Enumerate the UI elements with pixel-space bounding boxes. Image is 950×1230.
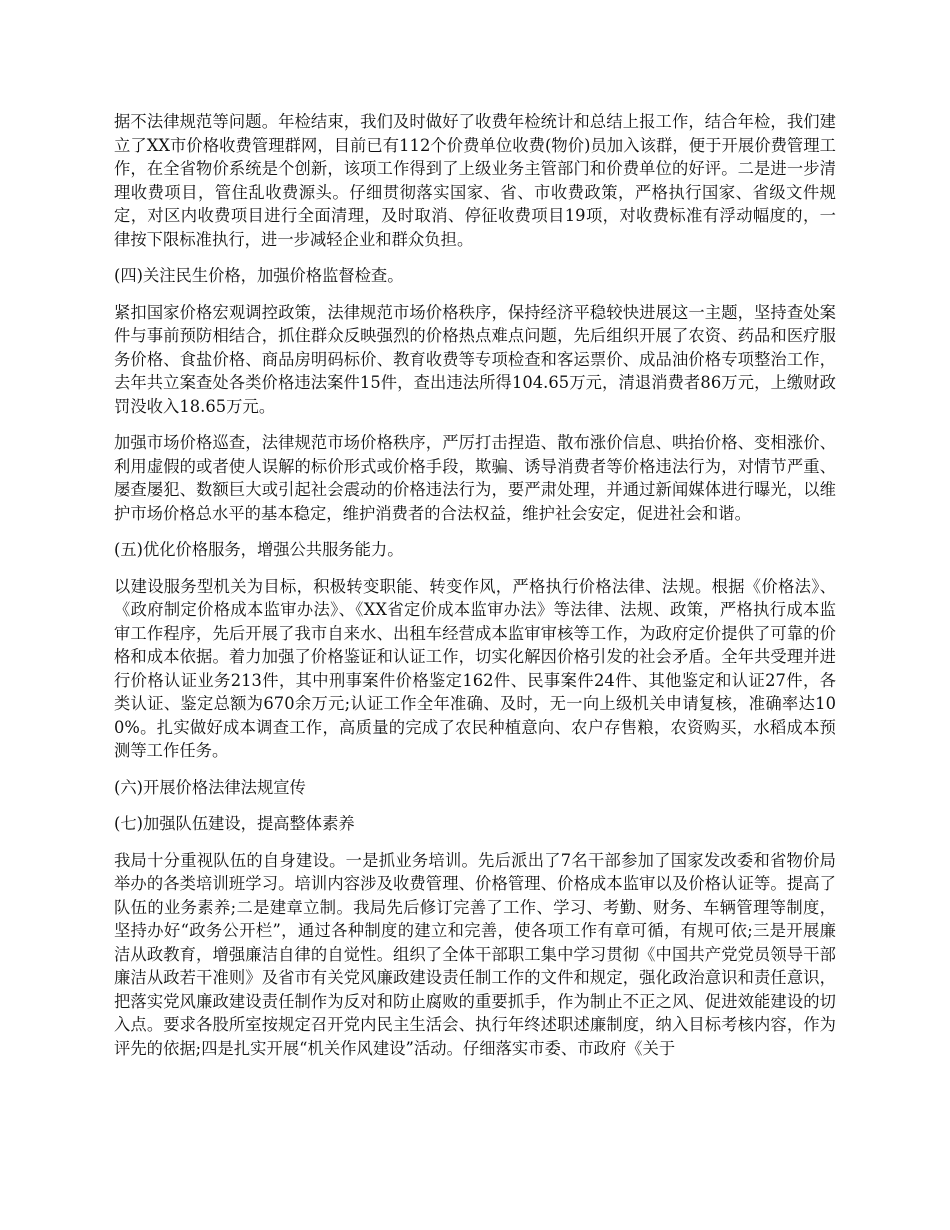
body-paragraph-4: 以建设服务型机关为目标，积极转变职能、转变作风，严格执行价格法律、法规。根据《价格法》、《政府制定价格成本监审办法》、《XX省定价成本监审办法》等法律、法规、政策，严格执行成本监审工作程序，先后开展了我市自来水、出租车经营成本监审审核等工作，为政府定价提供了可靠的价格和成本依据。着力加强了价格鉴证和认证工作，切实化解因价格引发的社会矛盾。全年共受理并进行价格认证业务213件，其中刑事案件价格鉴定162件、民事案件24件、其他鉴定和认证27件，各类认证、鉴定总额为670余万元;认证工作全年准确、及时，无一向上级机关申请复核，准确率达100%。扎实做好成本调查工作，高质量的完成了农民种植意向、农户存售粮，农资购买，水稻成本预测等工作任务。 (114, 576, 836, 760)
body-paragraph-5: 我局十分重视队伍的自身建设。一是抓业务培训。先后派出了7名干部参加了国家发改委和省物价局举办的各类培训班学习。培训内容涉及收费管理、价格管理、价格成本监审以及价格认证等。提高了队伍的业务素养;二是建章立制。我局先后修订完善了工作、学习、考勤、财务、车辆管理等制度，坚持办好“政务公开栏”，通过各种制度的建立和完善，使各项工作有章可循，有规可依;三是开展廉洁从政教育，增强廉洁自律的自觉性。组织了全体干部职工集中学习贯彻《中国共产党党员领导干部廉洁从政若干准则》及省市有关党风廉政建设责任制工作的文件和规定，强化政治意识和责任意识，把落实党风廉政建设责任制作为反对和防止腐败的重要抓手，作为制止不正之风、促进效能建设的切入点。要求各股所室按规定召开党内民主生活会、执行年终述职述廉制度，纳入目标考核内容，作为评先的依据;四是扎实开展“机关作风建设”活动。仔细落实市委、市政府《关于 (114, 850, 836, 1058)
section-heading-5: (五)优化价格服务，增强公共服务能力。 (114, 540, 404, 559)
body-paragraph-1: 据不法律规范等问题。年检结束，我们及时做好了收费年检统计和总结上报工作，结合年检，我们建立了XX市价格收费管理群网，目前已有112个价费单位收费(物价)员加入该群，便于开展价费管理工作，在全省物价系统是个创新，该项工作得到了上级业务主管部门和价费单位的好评。二是进一步清理收费项目，管住乱收费源头。仔细贯彻落实国家、省、市收费政策，严格执行国家、省级文件规定，对区内收费项目进行全面清理，及时取消、停征收费项目19项，对收费标准有浮动幅度的，一律按下限标准执行，进一步减轻企业和群众负担。 (114, 112, 836, 249)
document-page (114, 110, 836, 1073)
section-heading-4: (四)关注民生价格，加强价格监督检查。 (114, 266, 404, 285)
body-paragraph-3: 加强市场价格巡查，法律规范市场价格秩序，严厉打击捏造、散布涨价信息、哄抬价格、变相涨价、利用虚假的或者使人误解的标价形式或价格手段，欺骗、诱导消费者等价格违法行为，对情节严重、屡查屡犯、数额巨大或引起社会震动的价格违法行为，要严肃处理，并通过新闻媒体进行曝光，以维护市场价格总水平的基本稳定，维护消费者的合法权益，维护社会安定，促进社会和谐。 (114, 433, 836, 523)
body-paragraph-2: 紧扣国家价格宏观调控政策，法律规范市场价格秩序，保持经济平稳较快进展这一主题，坚持查处案件与事前预防相结合，抓住群众反映强烈的价格热点难点问题，先后组织开展了农资、药品和医疗服务价格、食盐价格、商品房明码标价、教育收费等专项检查和客运票价、成品油价格专项整治工作，去年共立案查处各类价格违法案件15件，查出违法所得104.65万元，清退消费者86万元，上缴财政罚没收入18.65万元。 (114, 302, 836, 416)
section-heading-7: (七)加强队伍建设，提高整体素养 (114, 814, 355, 833)
section-heading-6: (六)开展价格法律法规宣传 (114, 777, 306, 797)
